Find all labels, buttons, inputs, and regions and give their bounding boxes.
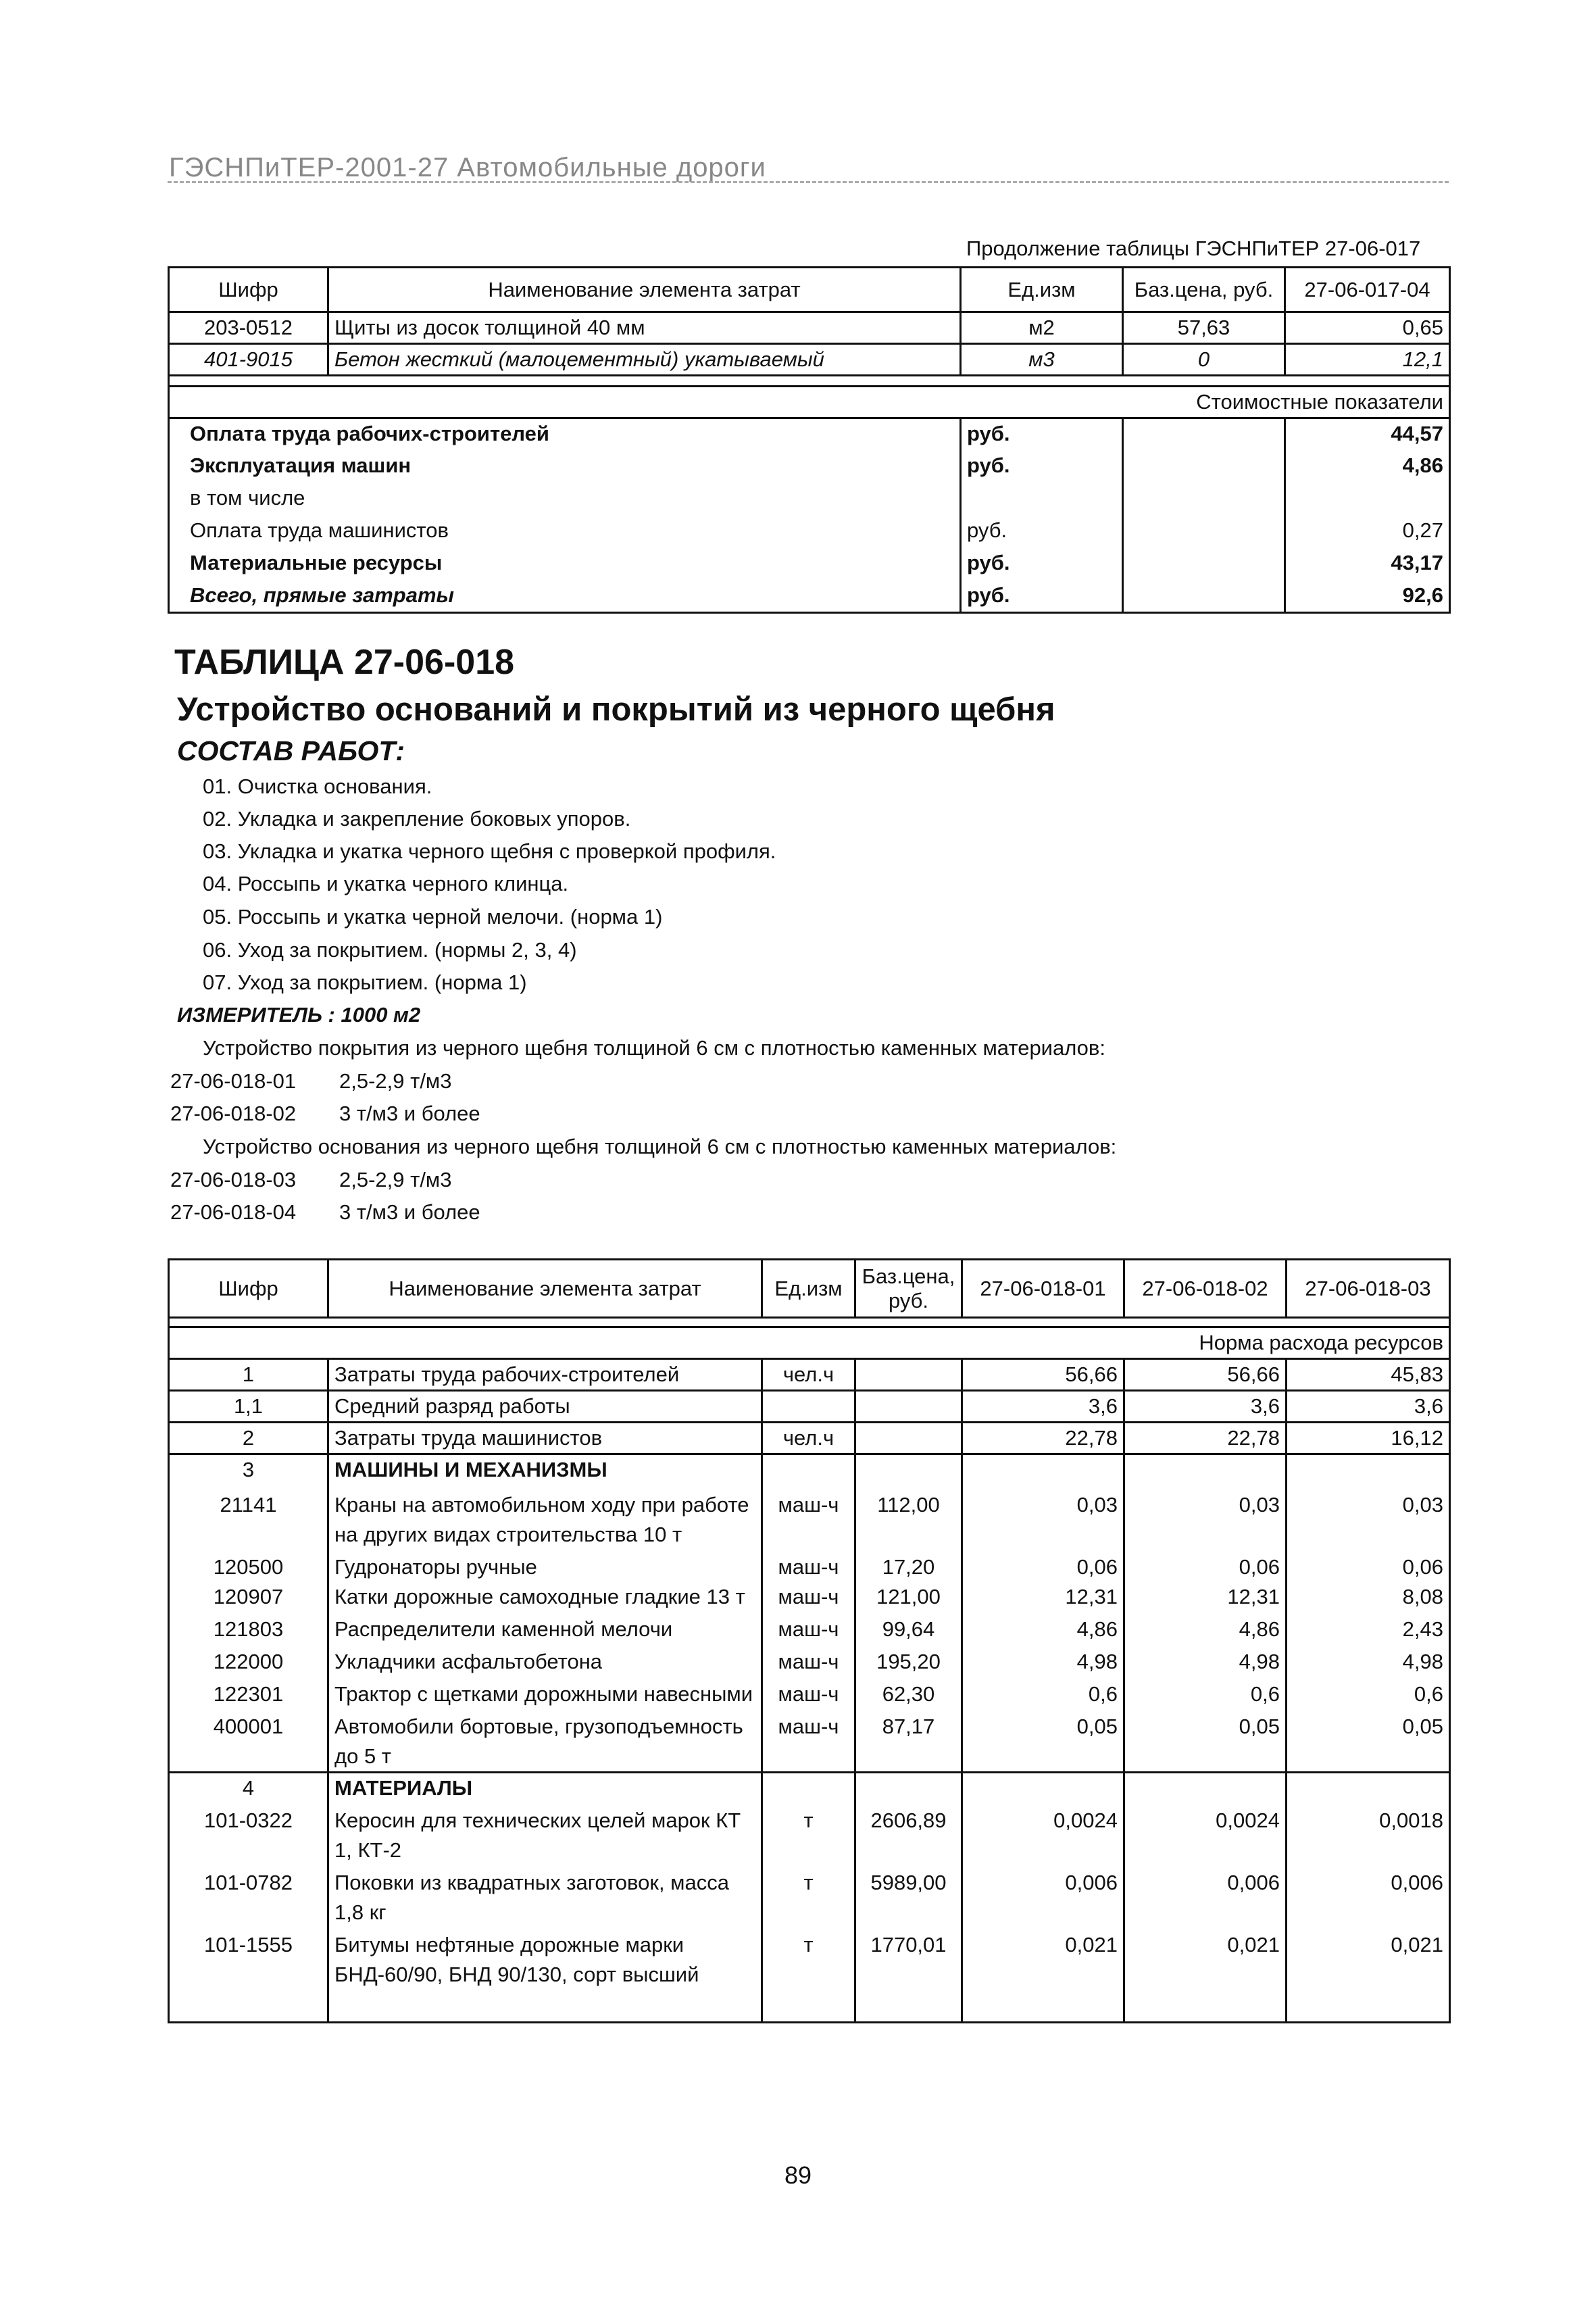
- cell-code: 3: [169, 1454, 328, 1485]
- cost-name: Оплата труда машинистов: [169, 516, 961, 548]
- cell-price: 195,20: [855, 1644, 962, 1677]
- table-row: [169, 1773, 1450, 1804]
- cost-value: 44,57: [1285, 418, 1450, 451]
- cell-name: Средний разряд работы: [328, 1391, 762, 1423]
- section-row: [169, 1327, 1450, 1359]
- norm-text: 2,5-2,9 т/м3: [339, 1168, 452, 1191]
- norm-text: 2,5-2,9 т/м3: [339, 1069, 452, 1093]
- cell-value: 0,05: [1287, 1709, 1450, 1773]
- col-header-code: Шифр: [169, 1260, 328, 1318]
- cell-name: Укладчики асфальтобетона: [328, 1644, 762, 1677]
- cost-unit: руб.: [961, 418, 1123, 451]
- cell-value: 8,08: [1287, 1582, 1450, 1612]
- cell-name: МАТЕРИАЛЫ: [328, 1773, 762, 1804]
- work-item: 02. Укладка и закрепление боковых упоров.: [203, 807, 631, 831]
- cell-name: Автомобили бортовые, грузоподъемность до 5 т: [328, 1709, 762, 1773]
- cell-value: 4,98: [1287, 1644, 1450, 1677]
- cell-unit: т: [762, 1865, 855, 1927]
- cell-unit: маш-ч: [762, 1709, 855, 1773]
- cell-code: 2: [169, 1423, 328, 1454]
- cost-name: Эксплуатация машин: [169, 451, 961, 483]
- cell-code: 120907: [169, 1582, 328, 1612]
- cell-value: 0,06: [1287, 1550, 1450, 1582]
- cell-value: 0,0018: [1287, 1803, 1450, 1865]
- table-row: [169, 1865, 1450, 1927]
- col-header-norm-01: 27-06-018-01: [962, 1260, 1124, 1318]
- norm-code: 27-06-018-04: [170, 1200, 297, 1224]
- cell-name: Краны на автомобильном ходу при работе на других видах строительства 10 т: [328, 1485, 762, 1550]
- table-row: [169, 1550, 1450, 1582]
- cell-name: Бетон жесткий (малоцементный) укатываемый: [328, 344, 961, 376]
- cell-unit: чел.ч: [762, 1359, 855, 1391]
- table-subtitle: Устройство оснований и покрытий из черного щебня: [177, 691, 1055, 728]
- table-row: [169, 1454, 1450, 1485]
- cost-unit: [961, 483, 1123, 516]
- cell-unit: маш-ч: [762, 1582, 855, 1612]
- col-header-norm: 27-06-017-04: [1285, 268, 1450, 312]
- table-27-06-017: [168, 266, 1451, 614]
- description-text: Устройство основания из черного щебня толщиной 6 см с плотностью каменных материалов:: [203, 1135, 1117, 1158]
- cell-code: 122301: [169, 1677, 328, 1709]
- cell-value: 12,31: [1124, 1582, 1287, 1612]
- table-row: [169, 1803, 1450, 1865]
- table-header-row: [169, 1260, 1450, 1318]
- cell-value: 0,0024: [1124, 1803, 1287, 1865]
- cell-value: 0,021: [962, 1927, 1124, 2022]
- cell-price: 62,30: [855, 1677, 962, 1709]
- cell-name: Трактор с щетками дорожными навесными: [328, 1677, 762, 1709]
- cell-code: 120500: [169, 1550, 328, 1582]
- cell-name: Щиты из досок толщиной 40 мм: [328, 312, 961, 344]
- cell-value: 0,06: [1124, 1550, 1287, 1582]
- col-header-price: Баз.цена, руб.: [1123, 268, 1285, 312]
- cell-price: 99,64: [855, 1612, 962, 1644]
- cell-value: 0,05: [1124, 1709, 1287, 1773]
- cell-code: 400001: [169, 1709, 328, 1773]
- cost-row: [169, 516, 1450, 548]
- cell-value: 0,021: [1287, 1927, 1450, 2022]
- work-item: 03. Укладка и укатка черного щебня с проверкой профиля.: [203, 839, 776, 863]
- cell-price: [855, 1391, 962, 1423]
- cell-value: 0,03: [962, 1485, 1124, 1550]
- cell-value: 22,78: [962, 1423, 1124, 1454]
- cell-price: 1770,01: [855, 1927, 962, 2022]
- cost-unit: руб.: [961, 581, 1123, 613]
- continuation-caption: Продолжение таблицы ГЭСНПиТЕР 27-06-017: [966, 237, 1421, 260]
- cell-unit: маш-ч: [762, 1612, 855, 1644]
- cell-value: 56,66: [962, 1359, 1124, 1391]
- work-item: 01. Очистка основания.: [203, 774, 432, 798]
- norm-text: 3 т/м3 и более: [339, 1200, 480, 1224]
- cell-value: 16,12: [1287, 1423, 1450, 1454]
- cell-price: [855, 1423, 962, 1454]
- cell-name: Затраты труда рабочих-строителей: [328, 1359, 762, 1391]
- cell-value: 3,6: [1124, 1391, 1287, 1423]
- cost-value: 43,17: [1285, 548, 1450, 581]
- meter-label: ИЗМЕРИТЕЛЬ : 1000 м2: [177, 1003, 421, 1027]
- cell-price: 57,63: [1123, 312, 1285, 344]
- cell-unit: м2: [961, 312, 1123, 344]
- cost-value: 0,27: [1285, 516, 1450, 548]
- cell-price: 2606,89: [855, 1803, 962, 1865]
- cell-name: Затраты труда машинистов: [328, 1423, 762, 1454]
- table-row: [169, 1485, 1450, 1550]
- cell-value: 0,0024: [962, 1803, 1124, 1865]
- cell-code: 203-0512: [169, 312, 328, 344]
- table-row: [169, 1359, 1450, 1391]
- cell-price: 112,00: [855, 1485, 962, 1550]
- cell-price: 17,20: [855, 1550, 962, 1582]
- cell-value: 0,006: [1124, 1865, 1287, 1927]
- cell-value: 12,31: [962, 1582, 1124, 1612]
- table-row: [169, 1644, 1450, 1677]
- cell-price: 121,00: [855, 1582, 962, 1612]
- cell-price: 0: [1123, 344, 1285, 376]
- cost-unit: руб.: [961, 548, 1123, 581]
- table-row: [169, 1927, 1450, 2022]
- running-header: ГЭСНПиТЕР-2001-27 Автомобильные дороги: [169, 153, 766, 182]
- cell-value: 56,66: [1124, 1359, 1287, 1391]
- cost-name: в том числе: [169, 483, 961, 516]
- cost-name: Материальные ресурсы: [169, 548, 961, 581]
- work-item: 06. Уход за покрытием. (нормы 2, 3, 4): [203, 938, 577, 962]
- cell-value: 0,6: [1287, 1677, 1450, 1709]
- cell-unit: м3: [961, 344, 1123, 376]
- cell-price: 87,17: [855, 1709, 962, 1773]
- cell-name: МАШИНЫ И МЕХАНИЗМЫ: [328, 1454, 762, 1485]
- cell-unit: т: [762, 1803, 855, 1865]
- cost-row: [169, 418, 1450, 451]
- cost-row: [169, 483, 1450, 516]
- col-header-name: Наименование элемента затрат: [328, 1260, 762, 1318]
- cost-unit: руб.: [961, 451, 1123, 483]
- cell-code: 101-1555: [169, 1927, 328, 2022]
- section-label: Стоимостные показатели: [169, 387, 1450, 418]
- cell-value: 0,6: [962, 1677, 1124, 1709]
- cost-value: [1285, 483, 1450, 516]
- table-row: [169, 1391, 1450, 1423]
- table-title: ТАБЛИЦА 27-06-018: [174, 643, 515, 682]
- cell-name: Гудронаторы ручные: [328, 1550, 762, 1582]
- cell-value: 22,78: [1124, 1423, 1287, 1454]
- cell-unit: маш-ч: [762, 1677, 855, 1709]
- cell-unit: маш-ч: [762, 1644, 855, 1677]
- cell-value: 4,98: [1124, 1644, 1287, 1677]
- spacer-row: [169, 376, 1450, 387]
- cell-price: 5989,00: [855, 1865, 962, 1927]
- cell-code: 1: [169, 1359, 328, 1391]
- cell-code: 401-9015: [169, 344, 328, 376]
- cell-name: Распределители каменной мелочи: [328, 1612, 762, 1644]
- cell-code: 121803: [169, 1612, 328, 1644]
- table-row: [169, 1612, 1450, 1644]
- col-header-code: Шифр: [169, 268, 328, 312]
- cell-value: 0,021: [1124, 1927, 1287, 2022]
- table-row: [169, 312, 1450, 344]
- cell-unit: [762, 1391, 855, 1423]
- cell-unit: маш-ч: [762, 1485, 855, 1550]
- cost-value: 92,6: [1285, 581, 1450, 613]
- cell-value: 45,83: [1287, 1359, 1450, 1391]
- norm-code: 27-06-018-01: [170, 1069, 297, 1093]
- work-heading: СОСТАВ РАБОТ:: [177, 735, 405, 766]
- norm-code: 27-06-018-03: [170, 1168, 297, 1191]
- table-row: [169, 1582, 1450, 1612]
- table-27-06-018: [168, 1258, 1451, 2023]
- work-item: 07. Уход за покрытием. (норма 1): [203, 970, 527, 994]
- cell-name: Керосин для технических целей марок КТ 1, КТ-2: [328, 1803, 762, 1865]
- cost-name: Оплата труда рабочих-строителей: [169, 418, 961, 451]
- cell-value: 0,006: [1287, 1865, 1450, 1927]
- cell-value: 0,006: [962, 1865, 1124, 1927]
- cell-unit: маш-ч: [762, 1550, 855, 1582]
- col-header-norm-02: 27-06-018-02: [1124, 1260, 1287, 1318]
- cell-value: 0,06: [962, 1550, 1124, 1582]
- work-item: 04. Россыпь и укатка черного клинца.: [203, 872, 569, 895]
- cell-value: 4,86: [1124, 1612, 1287, 1644]
- table-row: [169, 1423, 1450, 1454]
- header-divider: [168, 181, 1449, 183]
- page-number: 89: [784, 2161, 812, 2189]
- cost-unit: руб.: [961, 516, 1123, 548]
- norm-text: 3 т/м3 и более: [339, 1102, 480, 1125]
- spacer-row: [169, 1318, 1450, 1327]
- cell-code: 21141: [169, 1485, 328, 1550]
- cost-value: 4,86: [1285, 451, 1450, 483]
- col-header-price: Баз.цена, руб.: [855, 1260, 962, 1318]
- cost-row: [169, 548, 1450, 581]
- cell-value: 4,86: [962, 1612, 1124, 1644]
- section-label: Норма расхода ресурсов: [169, 1327, 1450, 1359]
- cell-value: 3,6: [962, 1391, 1124, 1423]
- section-row: [169, 387, 1450, 418]
- cell-value: 0,03: [1124, 1485, 1287, 1550]
- col-header-name: Наименование элемента затрат: [328, 268, 961, 312]
- col-header-norm-03: 27-06-018-03: [1287, 1260, 1450, 1318]
- cell-value: 3,6: [1287, 1391, 1450, 1423]
- cell-code: 101-0782: [169, 1865, 328, 1927]
- col-header-unit: Ед.изм: [961, 268, 1123, 312]
- cell-unit: т: [762, 1927, 855, 2022]
- cell-value: 0,65: [1285, 312, 1450, 344]
- cell-name: Поковки из квадратных заготовок, масса 1,8 кг: [328, 1865, 762, 1927]
- cell-name: Битумы нефтяные дорожные марки БНД-60/90, БНД 90/130, сорт высший: [328, 1927, 762, 2022]
- cell-value: 0,03: [1287, 1485, 1450, 1550]
- cost-name: Всего, прямые затраты: [169, 581, 961, 613]
- cell-unit: чел.ч: [762, 1423, 855, 1454]
- cell-price: [855, 1359, 962, 1391]
- norm-code: 27-06-018-02: [170, 1102, 297, 1125]
- cell-code: 4: [169, 1773, 328, 1804]
- cell-code: 101-0322: [169, 1803, 328, 1865]
- table-row: [169, 344, 1450, 376]
- cell-code: 122000: [169, 1644, 328, 1677]
- cell-code: 1,1: [169, 1391, 328, 1423]
- cell-name: Катки дорожные самоходные гладкие 13 т: [328, 1582, 762, 1612]
- table-header-row: [169, 268, 1450, 312]
- work-item: 05. Россыпь и укатка черной мелочи. (норма 1): [203, 905, 663, 929]
- cost-row: [169, 581, 1450, 613]
- cell-value: 0,6: [1124, 1677, 1287, 1709]
- description-text: Устройство покрытия из черного щебня толщиной 6 см с плотностью каменных материалов:: [203, 1036, 1105, 1060]
- cell-value: 0,05: [962, 1709, 1124, 1773]
- cell-value: 2,43: [1287, 1612, 1450, 1644]
- table-row: [169, 1677, 1450, 1709]
- cost-row: [169, 451, 1450, 483]
- cell-value: 4,98: [962, 1644, 1124, 1677]
- col-header-unit: Ед.изм: [762, 1260, 855, 1318]
- cell-value: 12,1: [1285, 344, 1450, 376]
- table-row: [169, 1709, 1450, 1773]
